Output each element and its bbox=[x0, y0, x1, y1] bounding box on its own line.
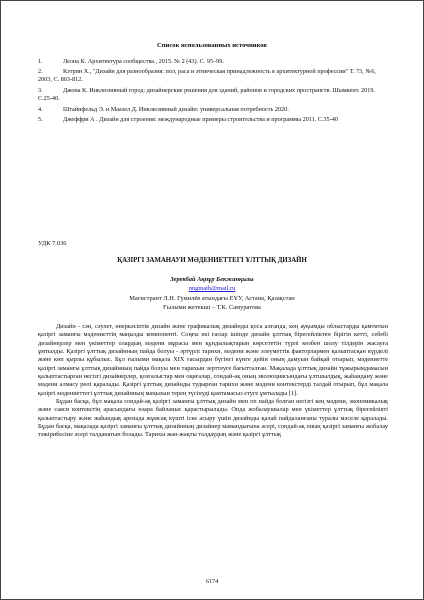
reference-number: 3. bbox=[38, 87, 43, 94]
body-paragraph: Бұдан басқа, бұл мақала сондай-ақ қазіргі заманғы ұлттық дизайн мен оп пайда болған негізгі кең мәдени, экономикалық және саяси контекстің арасындағы өзара байланыс қарастырылады. Онда жобалаушылар мен үкіметтер ұлттық бірегейлікті қалыптастыру және жаһандық аренада жұмсақ күшті іске асыру үшін дизайнды қалай пайдаланғаны туралы мәселе қаралады. Бұдан басқа, мақалада қазіргі заманғы ұлттық дизайнның дизайнер мамандығына әсері, сондай-ақ оның қазіргі заманғы жобалау тәжірибесіне әсері талданатын болады. Тарихы жан-жақты талдаудың және қазіргі ұлттық bbox=[38, 398, 388, 439]
body-paragraph: Дизайн - сән, сәулет, өнеркәсіптік дизайн және графикалық дизайнды қоса алғанда, кең ауқымды облыстарды қамтитын қазіргі заманғы мәдениеттің маңызды компоненті. Соңғы екі ғасыр ішінде дизайн ұлттық бірегейліктен бірігін кетті, себебі дизайнерлер мен үкіметтер олардың мәдени мұрасы мен құндылықтарын көрсететін түрлі көзбен шолу тілдерін жасауға ұмтылды. Қазіргі ұлттық дизайнның пайда болуы - әртүрлі тарихи, мәдени және әлеуметтік факторлармен қалыптасқан күрделі және көп қырлы құбылыс. Бұл ғылыми мақала XIX ғасырдан бүгінгі күнге дейін оның дамуын байқай отырып, мәдениетте қазіргі заманғы ұлттық дизайнның пайда болуы мен тарихын зерттеуге бағытталған. Мақалада ұлттық дизайн тұжырымдамасын қалыптастырған негізгі дизайнерлер, қозғалыстар мен оқиғалар, сондай-ақ оның эволюциясындағы ұлтшылдық, жаһандану және мәдени алмасу рөлі қаралады. Қазіргі ұлттық дизайнды тудырған тарихи және мәдени контекстерді талдай отырып, бұл мақала қазіргі мәдениеттегі ұлттық дизайнның маңызын терең түсінуді қамтамасыз етуге ұмтылады [1]. bbox=[38, 323, 388, 397]
article-title: ҚАЗІРГІ ЗАМАНАУИ МӘДЕНИЕТТЕГІ ҰЛТТЫҚ ДИЗАЙН bbox=[117, 257, 307, 264]
reference-text: Джеффри А . Дизайн для строения: международные примеры строительства и программы 2011. С.35-40 bbox=[63, 116, 338, 123]
reference-item bbox=[38, 106, 388, 114]
reference-text: Штайнфельд Э. и Маазел Д. Инклюзивный дизайн: универсальная потребность 2020. bbox=[63, 106, 289, 113]
reference-text: Леона К. Архитектура сообщества., 2015. № 2 (43). С. 95–99. bbox=[63, 58, 224, 65]
reference-item bbox=[38, 87, 388, 104]
page-number: 6174 bbox=[205, 578, 219, 585]
reference-item bbox=[38, 58, 388, 66]
article-body bbox=[38, 323, 388, 440]
reference-number: 1. bbox=[38, 58, 43, 65]
reference-number: 2. bbox=[38, 68, 43, 75]
sources-title: Список использованных источников bbox=[157, 42, 267, 49]
reference-item bbox=[38, 116, 388, 124]
author-email-link[interactable]: nngmath@mail.ru bbox=[188, 285, 236, 292]
reference-number: 4. bbox=[38, 106, 43, 113]
reference-text: Кэтрин Х., "Дизайн для разнообразия: пол, раса и этническая принадлежность в архитектурной профессии" Т. 73, №6, 2003, С. 803-812. bbox=[38, 68, 376, 84]
reference-text: Джона К. Инклюзивный город: дизайнерские решения для зданий, районов и городских пространств. Шымкент. 2019. С.25-40. bbox=[38, 87, 375, 103]
reference-number: 5. bbox=[38, 116, 43, 123]
supervisor: Ғылыми жетекші – Т.К. Самуратова bbox=[163, 304, 261, 311]
affiliation: Магистрант Л.Н. Гумилёв атындағы ЕҰУ, Астана, Қазақстан bbox=[129, 295, 295, 302]
author-name: Зерекбай Ақнұр Бекжанқызы bbox=[170, 276, 254, 283]
udc-code: УДК 7.036 bbox=[38, 240, 67, 247]
reference-item bbox=[38, 68, 388, 85]
